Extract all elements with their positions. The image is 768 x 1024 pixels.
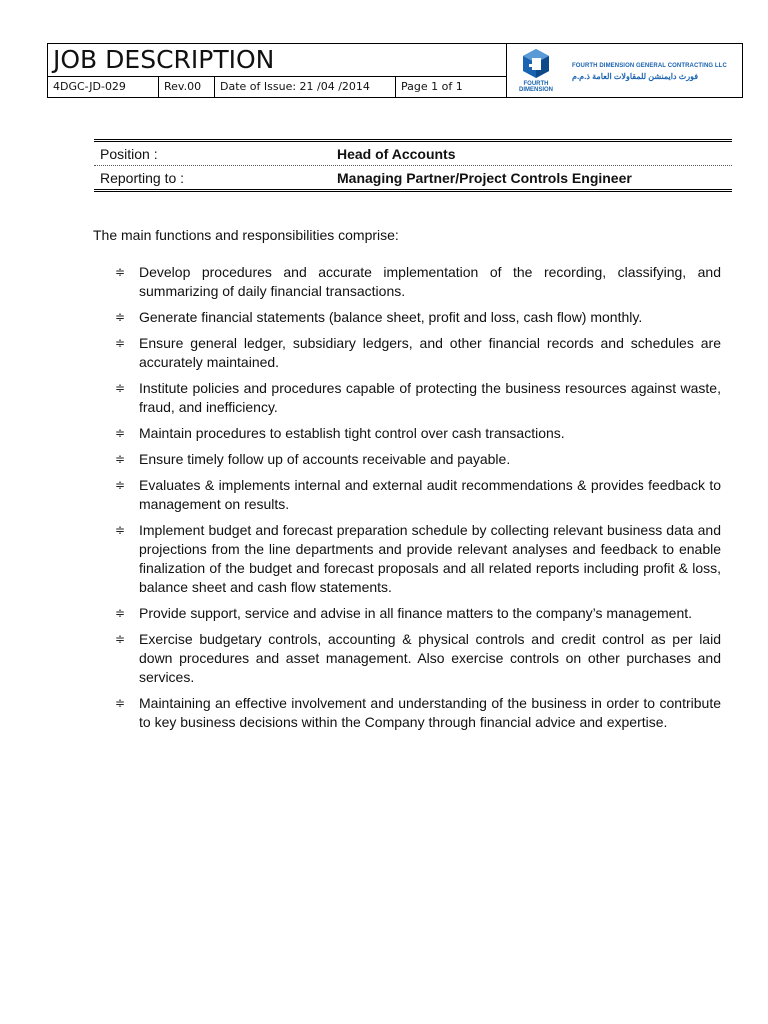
list-item xyxy=(115,308,721,327)
bullet-icon: ≑ xyxy=(115,696,126,710)
bullet-icon: ≑ xyxy=(115,632,126,646)
list-item xyxy=(115,604,721,623)
bullet-icon: ≑ xyxy=(115,478,126,492)
responsibility-text: Generate financial statements (balance sheet, profit and loss, cash flow) monthly. xyxy=(139,309,643,325)
reporting-value: Managing Partner/Project Controls Engineer xyxy=(337,169,632,186)
company-name-ar: فورث دايمنشن للمقاولات العامة ذ.م.م xyxy=(572,72,699,81)
responsibility-text: Ensure timely follow up of accounts receivable and payable. xyxy=(139,451,511,467)
logo-mark-text xyxy=(514,81,558,93)
bullet-icon: ≑ xyxy=(115,606,126,620)
responsibility-text: Maintaining an effective involvement and understanding of the business in order to contribute to key business decisions within the Company through financial advice and expertise. xyxy=(139,695,721,730)
responsibility-text: Develop procedures and accurate implementation of the recording, classifying, and summarizing of daily financial transactions. xyxy=(139,264,721,299)
list-item xyxy=(115,424,721,443)
list-item xyxy=(115,263,721,301)
bullet-icon: ≑ xyxy=(115,452,126,466)
responsibility-text: Implement budget and forecast preparation schedule by collecting relevant business data and projections from the line departments and provide relevant analyses and feedback to enable finalization of the budget and forecast proposals and all related reports including profit & loss, balance sheet and cash flow statements. xyxy=(139,522,721,595)
doc-code: 4DGC-JD-029 xyxy=(48,77,159,97)
revision: Rev.00 xyxy=(159,77,215,97)
logo-mark-line1: FOURTH xyxy=(523,81,549,87)
position-value: Head of Accounts xyxy=(337,145,456,162)
position-table xyxy=(94,139,732,192)
reporting-label: Reporting to : xyxy=(100,169,185,186)
responsibility-text: Institute policies and procedures capable of protecting the business resources against waste, fraud, and inefficiency. xyxy=(139,380,721,415)
list-item xyxy=(115,521,721,597)
responsibility-text: Provide support, service and advise in all finance matters to the company’s management. xyxy=(139,605,693,621)
position-label: Position : xyxy=(100,145,158,162)
list-item xyxy=(115,476,721,514)
company-name-en: FOURTH DIMENSION GENERAL CONTRACTING LLC xyxy=(572,63,727,69)
responsibility-text: Exercise budgetary controls, accounting & physical controls and credit control as per laid down procedures and asset management. Also exercise controls on other purchases and services. xyxy=(139,631,721,685)
list-item xyxy=(115,694,721,732)
bullet-icon: ≑ xyxy=(115,381,126,395)
date-of-issue: Date of Issue: 21 /04 /2014 xyxy=(215,77,396,97)
document-header xyxy=(47,43,743,98)
responsibility-text: Maintain procedures to establish tight control over cash transactions. xyxy=(139,425,565,441)
responsibility-text: Evaluates & implements internal and external audit recommendations & provides feedback to management on results. xyxy=(139,477,721,512)
reporting-row xyxy=(94,165,732,189)
document-title: JOB DESCRIPTION xyxy=(48,44,507,76)
page-number: Page 1 of 1 xyxy=(401,80,463,93)
bullet-icon: ≑ xyxy=(115,426,126,440)
list-item xyxy=(115,334,721,372)
position-row xyxy=(94,142,732,165)
responsibility-text: Ensure general ledger, subsidiary ledgers, and other financial records and schedules are accurately maintained. xyxy=(139,335,721,370)
intro-text: The main functions and responsibilities comprise: xyxy=(93,227,399,243)
responsibilities-list xyxy=(115,263,721,739)
bullet-icon: ≑ xyxy=(115,523,126,537)
header-meta-row xyxy=(48,76,507,97)
bullet-icon: ≑ xyxy=(115,265,126,279)
bullet-icon: ≑ xyxy=(115,310,126,324)
list-item xyxy=(115,450,721,469)
list-item xyxy=(115,630,721,687)
list-item xyxy=(115,379,721,417)
logo-mark-line2: DIMENSION xyxy=(518,87,553,93)
bullet-icon: ≑ xyxy=(115,336,126,350)
company-logo xyxy=(507,44,742,97)
